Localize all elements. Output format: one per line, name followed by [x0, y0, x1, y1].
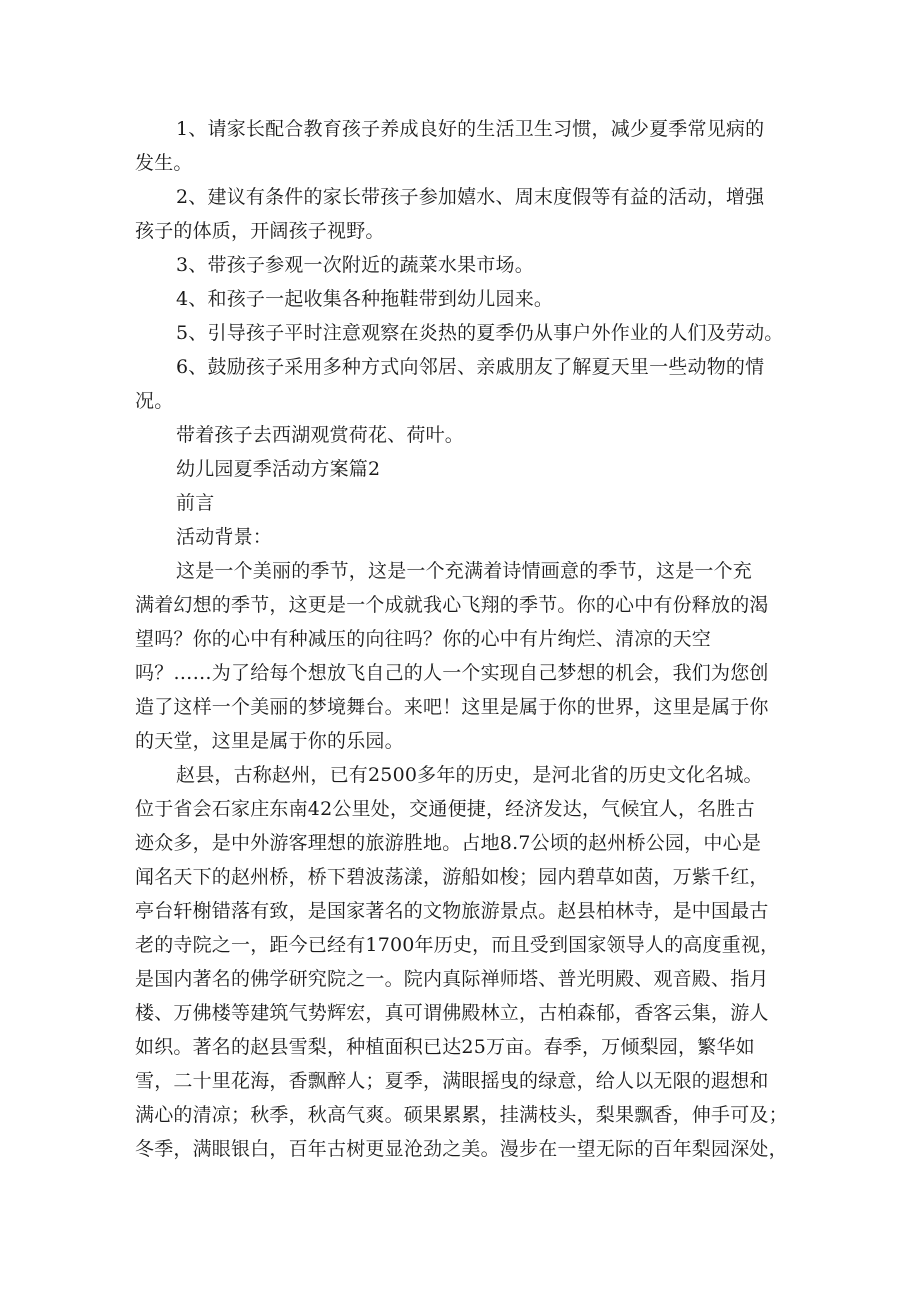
text-line: 位于省会石家庄东南42公里处，交通便捷，经济发达，气候宜人，名胜古	[135, 798, 755, 820]
text-line: 带着孩子去西湖观赏荷花、荷叶。	[176, 424, 465, 446]
text-line: 这是一个美丽的季节，这是一个充满着诗情画意的季节，这是一个充	[176, 560, 753, 582]
text-line: 1、请家长配合教育孩子养成良好的生活卫生习惯，减少夏季常见病的	[176, 118, 765, 140]
text-line: 望吗？你的心中有种减压的向往吗？你的心中有片绚烂、清凉的天空	[135, 628, 712, 650]
text-line: 5、引导孩子平时注意观察在炎热的夏季仍从事户外作业的人们及劳动。	[176, 322, 784, 344]
text-line: 4、和孩子一起收集各种拖鞋带到幼儿园来。	[176, 288, 554, 310]
text-line: 雪，二十里花海，香飘醉人；夏季，满眼摇曳的绿意，给人以无限的遐想和	[135, 1070, 769, 1092]
text-line: 老的寺院之一，距今已经有1700年历史，而且受到国家领导人的高度重视，	[135, 934, 780, 956]
text-line: 是国内著名的佛学研究院之一。院内真际禅师塔、普光明殿、观音殿、指月	[135, 968, 769, 990]
text-line: 发生。	[135, 152, 193, 174]
text-line: 楼、万佛楼等建筑气势辉宏，真可谓佛殿林立，古柏森郁，香客云集，游人	[135, 1002, 769, 1024]
text-line: 况。	[135, 390, 174, 412]
text-line: 满心的清凉；秋季，秋高气爽。硕果累累，挂满枝头，梨果飘香，伸手可及；	[135, 1104, 788, 1126]
text-line: 迹众多，是中外游客理想的旅游胜地。占地8.7公顷的赵州桥公园，中心是	[135, 832, 762, 854]
text-line: 2、建议有条件的家长带孩子参加嬉水、周末度假等有益的活动，增强	[176, 186, 765, 208]
section-heading: 活动背景：	[176, 526, 273, 548]
section-heading: 前言	[176, 492, 215, 514]
text-line: 亭台轩榭错落有致，是国家著名的文物旅游景点。赵县柏林寺，是中国最古	[135, 900, 769, 922]
text-line: 闻名天下的赵州桥，桥下碧波荡漾，游船如梭；园内碧草如茵，万紫千红，	[135, 866, 769, 888]
text-line: 3、带孩子参观一次附近的蔬菜水果市场。	[176, 254, 534, 276]
text-line: 孩子的体质，开阔孩子视野。	[135, 220, 385, 242]
text-line: 吗？……为了给每个想放飞自己的人一个实现自己梦想的机会，我们为您创	[135, 662, 769, 684]
text-line: 造了这样一个美丽的梦境舞台。来吧！这里是属于你的世界，这里是属于你	[135, 696, 769, 718]
text-line: 冬季，满眼银白，百年古树更显沧劲之美。漫步在一望无际的百年梨园深处，	[135, 1138, 788, 1160]
text-line: 如织。著名的赵县雪梨，种植面积已达25万亩。春季，万倾梨园，繁华如	[135, 1036, 755, 1058]
text-line: 满着幻想的季节，这更是一个成就我心飞翔的季节。你的心中有份释放的渴	[135, 594, 769, 616]
section-heading: 幼儿园夏季活动方案篇2	[176, 458, 381, 480]
text-line: 的天堂，这里是属于你的乐园。	[135, 730, 404, 752]
text-line: 6、鼓励孩子采用多种方式向邻居、亲戚朋友了解夏天里一些动物的情	[176, 356, 765, 378]
text-line: 赵县，古称赵州，已有2500多年的历史，是河北省的历史文化名城。	[176, 764, 763, 786]
